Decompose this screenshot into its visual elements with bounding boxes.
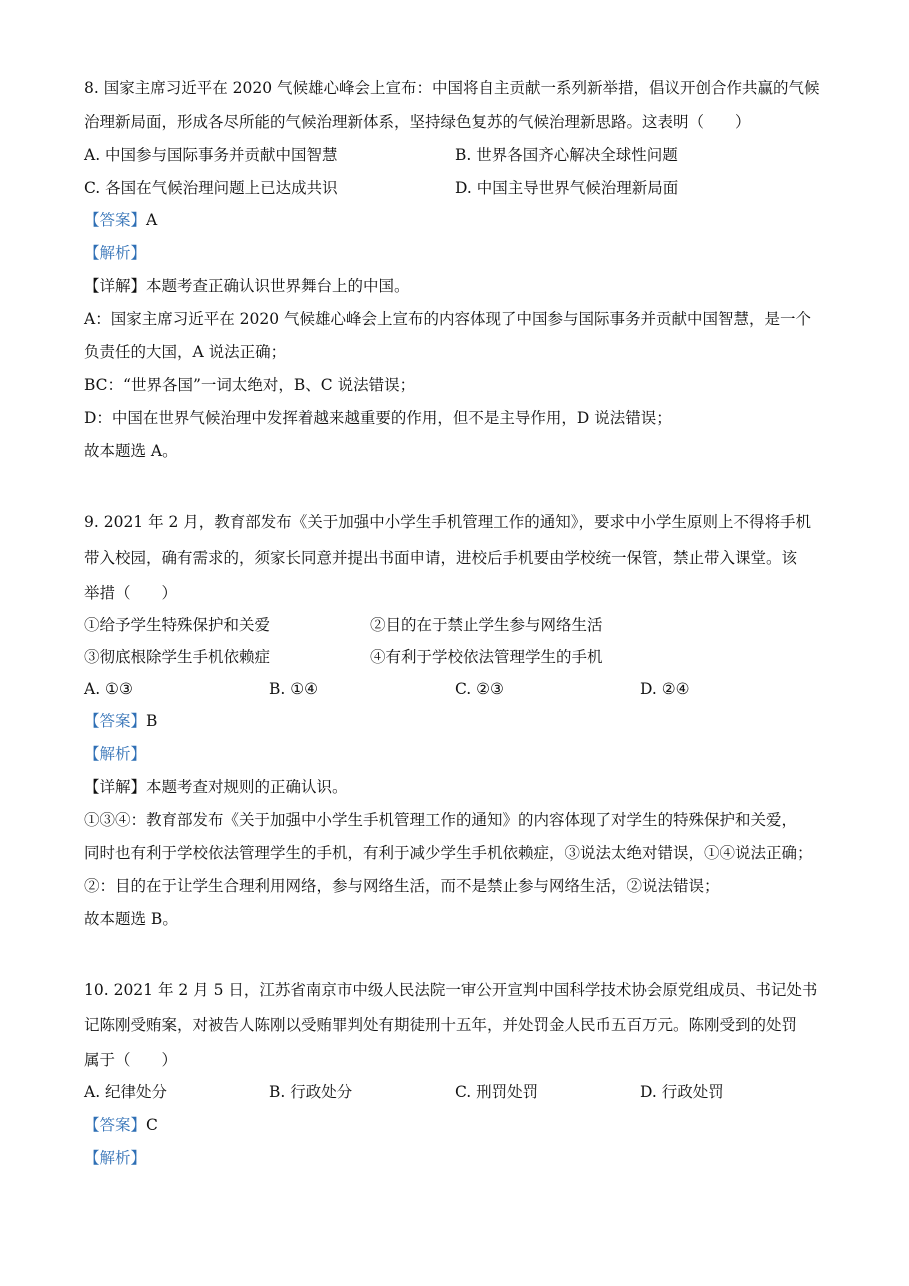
explanation-line: 故本题选 A。 bbox=[84, 442, 178, 460]
answer-tag: 【答案】 bbox=[84, 211, 147, 229]
answer-line bbox=[84, 711, 157, 731]
question-stem: 9. 2021 年 2 月，教育部发布《关于加强中小学生手机管理工作的通知》，要求中小学生原则上不得将手机 bbox=[84, 513, 812, 531]
option-a: A. 中国参与国际事务并贡献中国智慧 bbox=[84, 146, 338, 164]
option-a: A. 纪律处分 bbox=[84, 1083, 168, 1101]
question-stem: 8. 国家主席习近平在 2020 气候雄心峰会上宣布：中国将自主贡献一系列新举措，倡议开创合作共赢的气候 bbox=[84, 79, 820, 97]
statement-1: ①给予学生特殊保护和关爱 bbox=[84, 616, 271, 634]
statement-2: ②目的在于禁止学生参与网络生活 bbox=[370, 616, 603, 634]
answer-value: C bbox=[146, 1116, 158, 1134]
answer-tag: 【答案】 bbox=[84, 1116, 147, 1134]
detail-intro: 本题考查对规则的正确认识。 bbox=[146, 778, 348, 796]
explanation-line: 同时也有利于学校依法管理学生的手机，有利于减少学生手机依赖症，③说法太绝对错误，①④说法正确； bbox=[84, 844, 813, 862]
explanation-line: D：中国在世界气候治理中发挥着越来越重要的作用，但不是主导作用，D 说法错误； bbox=[84, 409, 672, 427]
analysis-tag: 【解析】 bbox=[84, 745, 147, 763]
answer-line bbox=[84, 210, 157, 230]
explanation-line: BC：“世界各国”一词太绝对，B、C 说法错误； bbox=[84, 376, 416, 394]
option-b: B. ①④ bbox=[269, 680, 319, 698]
option-d: D. 中国主导世界气候治理新局面 bbox=[455, 179, 679, 197]
explanation-line: ①③④：教育部发布《关于加强中小学生手机管理工作的通知》的内容体现了对学生的特殊保护和关爱， bbox=[84, 811, 798, 829]
option-d: D. ②④ bbox=[640, 680, 690, 698]
question-stem: 举措（ ） bbox=[84, 584, 178, 602]
option-b: B. 世界各国齐心解决全球性问题 bbox=[455, 146, 678, 164]
option-c: C. 刑罚处罚 bbox=[455, 1083, 539, 1101]
detail-line bbox=[84, 276, 410, 296]
analysis-tag: 【解析】 bbox=[84, 1149, 147, 1167]
answer-tag: 【答案】 bbox=[84, 712, 147, 730]
option-a: A. ①③ bbox=[84, 680, 133, 698]
answer-value: A bbox=[146, 211, 158, 229]
statement-3: ③彻底根除学生手机依赖症 bbox=[84, 648, 271, 666]
question-stem: 带入校园，确有需求的，须家长同意并提出书面申请，进校后手机要由学校统一保管，禁止带入课堂。该 bbox=[84, 549, 798, 567]
answer-line bbox=[84, 1115, 158, 1135]
detail-tag: 【详解】 bbox=[84, 778, 147, 796]
option-c: C. 各国在气候治理问题上已达成共识 bbox=[84, 179, 338, 197]
question-stem: 记陈刚受贿案，对被告人陈刚以受贿罪判处有期徒刑十五年，并处罚金人民币五百万元。陈刚受到的处罚 bbox=[84, 1016, 798, 1034]
option-b: B. 行政处分 bbox=[269, 1083, 353, 1101]
question-stem: 治理新局面，形成各尽所能的气候治理新体系，坚持绿色复苏的气候治理新思路。这表明（ ） bbox=[84, 113, 751, 131]
option-c: C. ②③ bbox=[455, 680, 504, 698]
analysis-tag: 【解析】 bbox=[84, 244, 147, 262]
explanation-line: ②：目的在于让学生合理利用网络，参与网络生活，而不是禁止参与网络生活，②说法错误； bbox=[84, 877, 720, 895]
detail-tag: 【详解】 bbox=[84, 277, 147, 295]
explanation-line: 故本题选 B。 bbox=[84, 910, 178, 928]
explanation-line: A：国家主席习近平在 2020 气候雄心峰会上宣布的内容体现了中国参与国际事务并贡献中国智慧，是一个 bbox=[84, 310, 811, 328]
question-stem: 10. 2021 年 2 月 5 日，江苏省南京市中级人民法院一审公开宣判中国科学技术协会原党组成员、书记处书 bbox=[84, 981, 818, 999]
detail-line bbox=[84, 777, 348, 797]
answer-value: B bbox=[146, 712, 158, 730]
option-d: D. 行政处罚 bbox=[640, 1083, 724, 1101]
detail-intro: 本题考查正确认识世界舞台上的中国。 bbox=[146, 277, 410, 295]
explanation-line: 负责任的大国，A 说法正确； bbox=[84, 343, 287, 361]
statement-4: ④有利于学校依法管理学生的手机 bbox=[370, 648, 603, 666]
question-stem: 属于（ ） bbox=[84, 1051, 178, 1069]
